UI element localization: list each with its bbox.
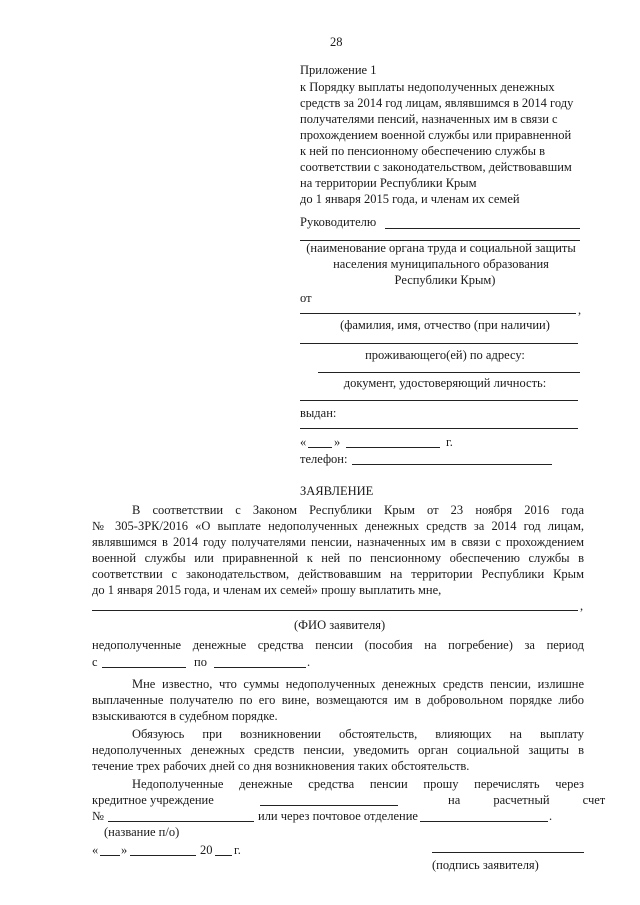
sign-day-field[interactable] <box>100 855 120 856</box>
appendix-line: получателями пенсий, назначенных им в связи с <box>300 112 558 126</box>
transfer-credit-label: кредитное учреждение <box>92 793 214 807</box>
applicant-fio-caption: (ФИО заявителя) <box>294 618 386 632</box>
intro-line: до 1 января 2015 года, и членам их семей» прошу выплатить мне, <box>92 583 442 597</box>
aware-line: взыскиваются в судебном порядке. <box>92 709 278 723</box>
signature-caption: (подпись заявителя) <box>432 858 539 872</box>
document-field[interactable] <box>300 400 578 401</box>
appendix-line: средств за 2014 год лицам, являвшимся в 2014 году <box>300 96 574 110</box>
intro-line: являвшимся в 2014 году получателями пенсии, назначенных им в связи с прохождением <box>92 535 584 549</box>
org-caption-line: Республики Крым) <box>394 273 496 287</box>
appendix-line: до 1 января 2015 года, и членам их семей <box>300 192 520 206</box>
oblige-line: недополученных денежных средств пенсии, уведомить орган социальной защиты в <box>92 743 584 757</box>
issued-label: выдан: <box>300 406 337 420</box>
sign-year-field[interactable] <box>215 855 232 856</box>
head-name-field[interactable] <box>385 228 580 229</box>
period-from-field[interactable] <box>102 667 186 668</box>
issue-month-field[interactable] <box>346 447 440 448</box>
intro-line: соответствии с законодательством, действовавшим на территории Республики Крым <box>92 567 584 581</box>
post-office-text: или через почтовое отделение <box>258 809 418 823</box>
intro-line: военной службы или приравненной к ней по пенсионному обеспечению службы в <box>92 551 584 565</box>
appendix-line: прохождением военной службы или приравненной <box>300 128 572 142</box>
sign-date-close-quote: » <box>121 843 128 857</box>
statement-title: ЗАЯВЛЕНИЕ <box>300 484 374 498</box>
credit-institution-field[interactable] <box>260 805 398 806</box>
sign-month-field[interactable] <box>130 855 196 856</box>
period-line: недополученные денежные средства пенсии (пособия на погребение) за период <box>92 638 584 652</box>
document-caption: документ, удостоверяющий личность: <box>343 376 547 390</box>
account-number-field[interactable] <box>108 821 254 822</box>
period-from-label: с <box>92 655 98 669</box>
org-caption-line: (наименование органа труда и социальной защиты <box>306 241 576 255</box>
fio-caption: (фамилия, имя, отчество (при наличии) <box>340 318 550 332</box>
applicant-fio-field[interactable] <box>92 610 578 611</box>
aware-line: выплаченные получателю по его вине, возмещаются им в добровольном порядке либо <box>92 693 584 707</box>
sign-year-suffix: г. <box>234 843 241 857</box>
appendix-line: соответствии с законодательством, действовавшим <box>300 160 572 174</box>
date-close-quote: » <box>334 435 341 449</box>
year-suffix: г. <box>446 435 453 449</box>
transfer-account-label: на расчетный счет <box>448 793 606 807</box>
fio-comma: , <box>578 303 582 317</box>
date-open-quote: « <box>300 435 307 449</box>
sign-year-prefix: 20 <box>200 843 213 857</box>
applicant-fio-comma: , <box>580 599 584 613</box>
appendix-line: к Порядку выплаты недополученных денежных <box>300 80 555 94</box>
sign-date-open-quote: « <box>92 843 99 857</box>
address-field-2[interactable] <box>318 372 580 373</box>
signature-field[interactable] <box>432 852 584 853</box>
issued-field[interactable] <box>300 428 578 429</box>
phone-field[interactable] <box>352 464 552 465</box>
oblige-line: Обязуюсь при возникновении обстоятельств, влияющих на выплату <box>132 727 584 741</box>
org-caption-line: населения муниципального образования <box>333 257 549 271</box>
page-number: 28 <box>330 35 343 49</box>
transfer-line: Недополученные денежные средства пенсии прошу перечислять через <box>132 777 584 791</box>
period-dot: . <box>307 655 311 669</box>
phone-label: телефон: <box>300 452 348 466</box>
aware-line: Мне известно, что суммы недополученных денежных средств пенсии, излишне <box>132 677 584 691</box>
fio-field[interactable] <box>300 313 576 314</box>
post-office-field[interactable] <box>420 821 548 822</box>
appendix-line: на территории Республики Крым <box>300 176 477 190</box>
intro-line: В соответствии с Законом Республики Крым от 23 ноября 2016 года <box>132 503 584 517</box>
post-name-caption: (название п/о) <box>104 825 180 839</box>
address-caption: проживающего(ей) по адресу: <box>365 348 525 362</box>
intro-line: № 305-ЗРК/2016 «О выплате недополученных денежных средств за 2014 год лицам, <box>92 519 584 533</box>
address-field-1[interactable] <box>300 343 578 344</box>
appendix-line: Приложение 1 <box>300 63 377 77</box>
period-to-field[interactable] <box>214 667 306 668</box>
post-office-dot: . <box>549 809 553 823</box>
appendix-line: к ней по пенсионному обеспечению службы в <box>300 144 545 158</box>
period-to-label: по <box>194 655 207 669</box>
account-no-label: № <box>92 809 104 823</box>
head-label: Руководителю <box>300 215 377 229</box>
issue-day-field[interactable] <box>308 447 332 448</box>
from-label: от <box>300 291 312 305</box>
oblige-line: течение трех рабочих дней со дня возникновения таких обстоятельств. <box>92 759 470 773</box>
